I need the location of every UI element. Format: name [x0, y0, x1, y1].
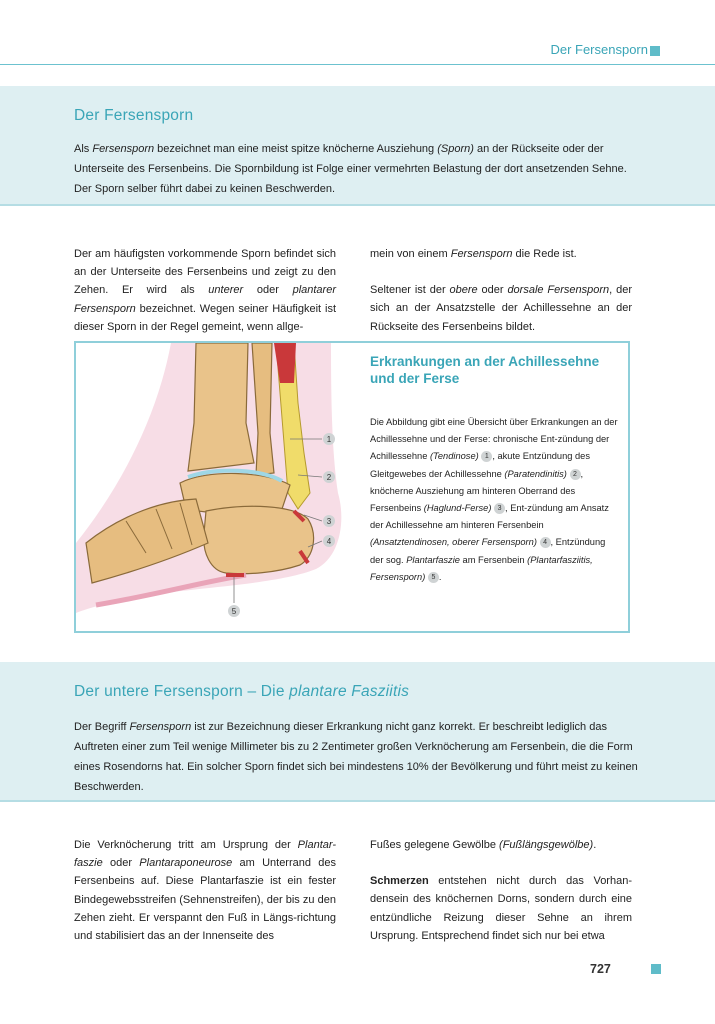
section2-right-column: [370, 836, 632, 945]
plantar-fasciitis-box: [0, 662, 715, 802]
intro-box-body: [74, 139, 646, 199]
text-run: Seltener ist der: [370, 284, 450, 297]
intro-box-title: Der Fersensporn: [74, 107, 194, 124]
caption-marker-1: 1: [481, 451, 492, 462]
text-run: , Ent-zündung am Ansatz der Achillessehne am hinteren Fersenbein: [370, 503, 609, 531]
page-number: 727: [590, 962, 611, 976]
figure-label-2: 2: [326, 473, 332, 482]
paragraph: [74, 836, 336, 945]
text-run: oder: [102, 857, 140, 870]
caption-marker-3: 3: [494, 503, 505, 514]
text-run: Die Verknöcherung tritt am Ursprung der: [74, 839, 298, 851]
figure-caption-text: [370, 414, 620, 586]
section1-right-column: [370, 245, 632, 336]
section1-left-column: [74, 245, 336, 336]
figure-label-1: 1: [326, 435, 332, 444]
paragraph: [370, 281, 632, 336]
heel-anatomy-illustration: [76, 343, 366, 631]
paragraph: [370, 872, 632, 945]
plantar-box-title: [74, 683, 409, 701]
caption-marker-4: 4: [540, 537, 551, 548]
intro-box: [0, 86, 715, 206]
text-run: , knöcherne Ausziehung am hinteren Oberrand des Fersenbeins: [370, 468, 584, 514]
text-run-italic: (Tendinose): [429, 451, 479, 462]
figure-caption-title: Erkrankungen an der Achillessehne und der Ferse: [370, 354, 600, 386]
text-run-italic: plantarer Fersensporn: [74, 284, 336, 315]
text-run-italic: (Fußlängsgewölbe): [499, 839, 594, 851]
text-run: ist zur Bezeichnung dieser Erkrankung nicht ganz korrekt. Er beschreibt lediglich das Auftreten einer zum Teil wenige Millimeter bis zu 2 Zentimeter großen Verknöcherung am Fersenbein, die die Form eines Rosendorns hat. Ein solcher Sporn findet sich bei mindestens 10% der Bevölkerung und führt meist zu keinen Beschwerden.: [74, 721, 638, 793]
plantar-box-body: [74, 717, 646, 797]
text-run-italic: Fersensporn: [450, 248, 513, 260]
text-run: oder: [477, 284, 508, 297]
caption-marker-5: 5: [428, 572, 439, 583]
figure-label-4: 4: [326, 537, 332, 546]
text-run-italic: Plantar-faszie: [74, 839, 336, 870]
paragraph: [370, 245, 632, 263]
text-run: bezeichnet. Wegen seiner Häufigkeit ist dieser Sporn in der Regel gemeint, wenn allge-: [74, 302, 336, 333]
running-header-title: Der Fersensporn: [550, 42, 648, 57]
text-run: bezeichnet man eine meist spitze knöcherne Ausziehung: [154, 143, 438, 155]
text-run: , Entzündung der sog.: [370, 537, 606, 565]
paragraph: [370, 836, 632, 854]
text-run: am Fersenbein: [459, 554, 528, 565]
text-run: .: [438, 571, 442, 582]
running-header: [0, 42, 662, 57]
text-run: Der am häufigsten vorkommende Sporn befindet sich an der Unterseite des Fersenbeins und zeigt zu den Zehen. Er wird als: [74, 248, 336, 297]
text-run: mein von einem: [370, 248, 451, 260]
section2-left-column: [74, 836, 336, 945]
text-run-bold: Schmerzen: [370, 875, 429, 888]
paragraph: [74, 245, 336, 336]
tibia-bone: [188, 343, 254, 471]
text-run-italic: Fersensporn: [92, 143, 155, 155]
text-run: Der untere Fersensporn – Die: [74, 683, 290, 700]
text-run-italic: (Haglund-Ferse): [423, 503, 492, 514]
figure-label-5: 5: [231, 607, 237, 616]
text-run: Fußes gelegene Gewölbe: [370, 839, 500, 851]
text-run-italic: dorsale Fersensporn: [507, 284, 610, 297]
text-run: .: [593, 839, 597, 851]
text-run-italic: unterer: [208, 284, 244, 297]
text-run: am Unterrand des Fersenbeins auf. Diese Plantarfaszie ist ein fester Bindegewebsstreifen (Sehnenstreifen), der bis zu den Zehen zieht. Er verspannt den Fuß in Längs-richtung und stabilisiert das an der Innenseite des: [74, 857, 336, 943]
text-run: die Rede ist.: [512, 248, 577, 260]
text-run: , der sich an der Ansatzstelle der Achillessehne an der Rückseite des Fersenbeins bildet.: [370, 284, 632, 333]
text-run-italic: Plantarfaszie: [406, 554, 460, 565]
text-run-italic: plantare Fasziitis: [289, 683, 410, 700]
text-run-italic: (Paratendinitis): [504, 468, 567, 479]
text-run-italic: (Ansatztendinosen, oberer Fersensporn): [370, 537, 537, 548]
text-run: Als: [74, 143, 93, 155]
text-run-italic: obere: [449, 284, 478, 297]
text-run: an der Rückseite oder der Unterseite des Fersenbeins. Die Spornbildung ist Folge einer vermehrten Belastung der dort ansetzenden Sehne. Der Sporn selber führt dabei zu keinen Beschwerden.: [74, 143, 627, 195]
header-square-marker: [650, 46, 660, 56]
text-run-italic: (Sporn): [437, 143, 474, 155]
text-run-italic: Fersensporn: [129, 721, 192, 733]
caption-marker-2: 2: [570, 469, 581, 480]
text-run: oder: [243, 284, 293, 297]
header-rule: [0, 64, 715, 65]
text-run-italic: (Plantarfasziitis, Fersensporn): [370, 554, 593, 582]
text-run: entstehen nicht durch das Vorhan-densein des knöchernen Dorns, sondern durch eine entzündliche Reizung dieser Sehne an ihrem Ursprung. Entsprechend findet sich nur bei etwa: [370, 875, 632, 942]
text-run: , akute Entzündung des Gleitgewebes der Achillessehne: [370, 451, 591, 479]
text-run: Der Begriff: [74, 721, 130, 733]
figure-label-3: 3: [326, 517, 332, 526]
text-run: Die Abbildung gibt eine Übersicht über Erkrankungen an der Achillessehne und der Ferse: chronische Ent-zündung der Achillessehne: [370, 417, 618, 462]
text-run-italic: Plantaraponeurose: [139, 857, 233, 870]
footer-square-marker: [651, 964, 661, 974]
